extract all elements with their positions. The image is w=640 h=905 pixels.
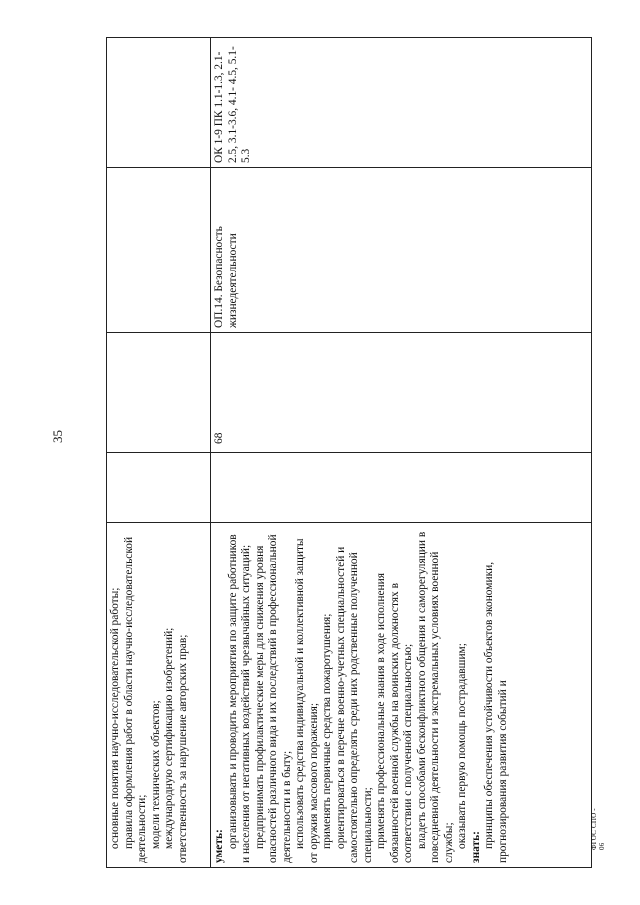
cell-requirements bbox=[211, 523, 592, 868]
znat-list bbox=[483, 527, 510, 863]
cell-hours: 68 bbox=[211, 333, 592, 453]
competency-table bbox=[106, 37, 592, 868]
requirement-line: ответственность за нарушение авторских прав; bbox=[176, 634, 189, 863]
cell-discipline-previous bbox=[107, 168, 211, 333]
requirement-line: владеть способами бесконфликтного общения и саморегуляции в повседневной деятельности и экстремальных условиях военной службы; bbox=[415, 531, 455, 863]
requirement-line: предпринимать профилактические меры для снижения уровня опасностей различного вида и их последствий в профессиональной деятельности и в быту; bbox=[253, 534, 293, 863]
requirement-line: международную сертификацию изобретений; bbox=[163, 627, 175, 849]
umet-list bbox=[227, 527, 470, 863]
cell-hours-previous bbox=[107, 333, 211, 453]
requirement-line: модели технических объектов; bbox=[149, 700, 162, 849]
standards-table-frame bbox=[106, 38, 591, 868]
requirement-line: использовать средства индивидуальной и коллективной защиты от оружия массового поражения; bbox=[294, 538, 320, 863]
cell-competencies: ОК 1-9 ПК 1.1-1.3, 2.1-2.5, 3.1-3.6, 4.1- 4.5, 5.1-5.3 bbox=[211, 38, 592, 168]
cell-max-load-previous bbox=[107, 453, 211, 523]
table-row-previous bbox=[107, 38, 211, 868]
requirement-line: организовывать и проводить мероприятия по защите работников и населения от негативных воздействий чрезвычайных ситуаций; bbox=[226, 534, 252, 863]
requirement-line: правила оформления работ в области научно-исследовательской деятельности; bbox=[122, 536, 148, 863]
footer-code: ФГОС СПО - 06 bbox=[590, 808, 606, 850]
table-row-life-safety bbox=[211, 38, 592, 868]
requirement-line: основные понятия научно-исследовательской работы; bbox=[109, 587, 121, 849]
requirement-line: применять профессиональные знания в ходе исполнения обязанностей военной службы на воинских должностях в соответствии с полученной специальностью; bbox=[375, 573, 414, 863]
umet-header: уметь: bbox=[213, 829, 225, 863]
requirement-line: ориентироваться в перечне военно-учетных специальностей и самостоятельно определять среди них родственные полученной специальности; bbox=[334, 546, 374, 863]
znat-header: знать: bbox=[469, 831, 482, 863]
cell-discipline: ОП.14. Безопасность жизнедеятельности bbox=[211, 168, 592, 333]
requirement-line: применять первичные средства пожаротушения; bbox=[321, 613, 333, 849]
rotated-table-container bbox=[106, 38, 591, 868]
cell-competencies-previous bbox=[107, 38, 211, 168]
page-number: 35 bbox=[50, 430, 65, 443]
requirement-line: принципы обеспечения устойчивости объектов экономики, прогнозирования развития событий и bbox=[483, 561, 509, 863]
cell-max-load bbox=[211, 453, 592, 523]
requirement-line: оказывать первую помощь пострадавшим; bbox=[456, 643, 468, 849]
cell-requirements-previous bbox=[107, 523, 211, 868]
